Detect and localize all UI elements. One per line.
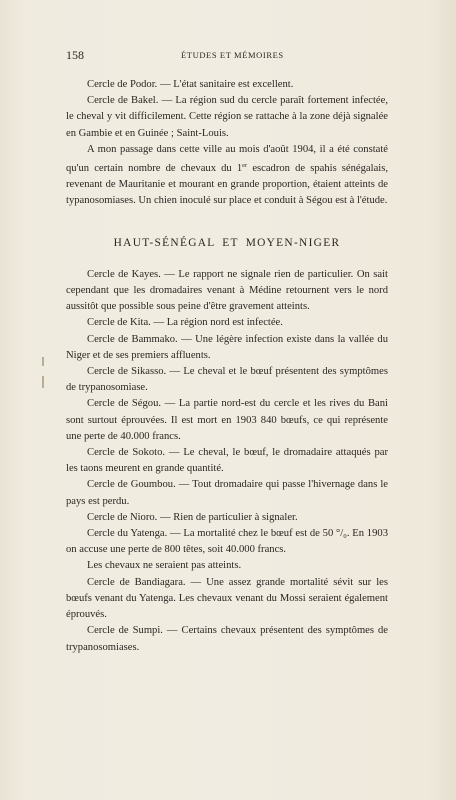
paragraph-yatenga: Cercle du Yatenga. — La mortalité chez le bœuf est de 50 °/₀. En 1903 on accuse une perte de 800 têtes, soit 40.000 francs.: [66, 528, 388, 556]
paragraph-nioro: Cercle de Nioro. — Rien de particulier à signaler.: [87, 511, 298, 523]
margin-mark: [42, 357, 44, 366]
paragraph-bandiagara: Cercle de Bandiagara. — Une assez grande mortalité sévit sur les bœufs venant du Yatenga. Les chevaux venant du Mossi seraient également éprouvés.: [66, 576, 388, 621]
page-number: 158: [66, 48, 84, 62]
section-title: HAUT-SÉNÉGAL ET MOYEN-NIGER: [113, 236, 341, 249]
paragraph-sumpi: Cercle de Sumpi. — Certains chevaux présentent des symptômes de trypanosomiases.: [66, 625, 388, 653]
paragraph-podor: Cercle de Podor. — L'état sanitaire est excellent.: [87, 79, 294, 90]
running-title: ÉTUDES ET MÉMOIRES: [181, 50, 284, 60]
paragraph-segou: Cercle de Ségou. — La partie nord-est du cercle et les rives du Bani sont surtout éprouvées. Il est mort en 1903 840 bœufs, ce qui représente une perte de 40.000 francs.: [66, 398, 388, 442]
ordinal-superscript: er: [242, 162, 248, 170]
paragraph-bammako: Cercle de Bammako. — Une légère infection existe dans la vallée du Niger et de ses premiers affluents.: [66, 333, 388, 361]
page-header: [66, 48, 388, 62]
paragraph-kita: Cercle de Kita. — La région nord est infectée.: [87, 317, 283, 329]
paragraph-sikasso: Cercle de Sikasso. — Le cheval et le bœuf présentent des symptômes de trypanosomiase.: [66, 366, 388, 394]
paragraph-bakel: Cercle de Bakel. — La région sud du cercle paraît fortement infectée, le cheval y vit difficilement. Cette région se rattache à la zone déjà signalée en Gambie et en Guinée ; Saint-Louis.: [66, 95, 388, 139]
page-body: [66, 77, 388, 656]
paragraph-spahis-after: escadron de spahis sénégalais, revenant de Mauritanie et mourant en grande proportion, étaient atteints de typanosomiases. Un chien inoculé sur place et conduit à Ségou est à l'étude.: [66, 163, 388, 207]
paragraph-goumbou: Cercle de Goumbou. — Tout dromadaire qui passe l'hivernage dans le pays est perdu.: [66, 479, 388, 507]
margin-mark: [42, 376, 44, 388]
paragraph-sokoto: Cercle de Sokoto. — Le cheval, le bœuf, le dromadaire attaqués par les taons meurent en grande quantité.: [66, 447, 388, 475]
paragraph-kayes: Cercle de Kayes. — Le rapport ne signale rien de particulier. On sait cependant que les dromadaires venant à Médine retournent vers le nord aussitôt que possible sous peine d'être gravement atteints.: [66, 268, 388, 313]
paragraph-chevaux: Les chevaux ne seraient pas atteints.: [87, 560, 242, 572]
paragraph-spahis-before: A mon passage dans cette ville au mois d'août 1904, il a été constaté qu'un certain nombre de chevaux du 1: [66, 143, 388, 175]
paragraph-spahis: [66, 142, 388, 210]
